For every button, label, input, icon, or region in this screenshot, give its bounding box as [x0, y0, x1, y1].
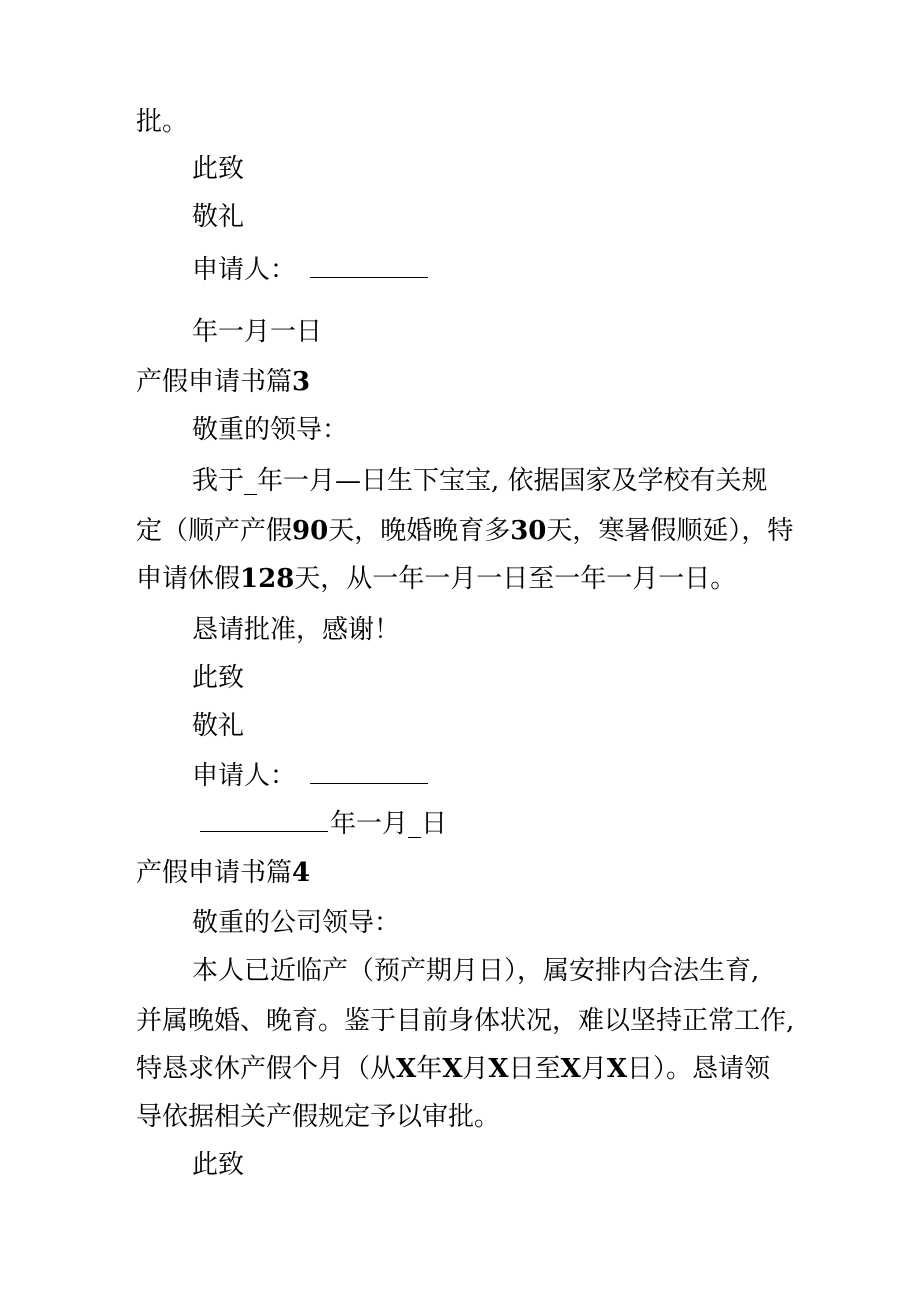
closing-cizhi: 此致: [192, 1150, 245, 1180]
closing-jingli: 敬礼: [192, 202, 245, 232]
salutation: 敬重的领导：: [192, 415, 349, 445]
date-blank: [200, 807, 328, 832]
request-line: 恳请批准，感谢！: [192, 615, 401, 645]
applicant-blank: [310, 759, 428, 784]
body-line: 特恳求休产假个月（从X年X月X日至X月X日）。恳请领: [136, 1054, 771, 1084]
body-line: 申请休假128天，从一年一月一日至一年一月一日。: [136, 564, 737, 594]
section-title: 产假申请书篇4: [136, 858, 311, 888]
applicant-line: [192, 252, 428, 288]
applicant-line: [192, 758, 428, 794]
applicant-blank: [310, 253, 428, 278]
date-line: 年一月_日: [200, 806, 447, 842]
section-title: 产假申请书篇3: [136, 367, 311, 397]
date-line: 年一月一日: [192, 317, 323, 347]
paragraph-line: 批。: [136, 107, 189, 137]
closing-cizhi: 此致: [192, 663, 245, 693]
body-line: 导依据相关产假规定予以审批。: [136, 1102, 501, 1132]
closing-jingli: 敬礼: [192, 711, 245, 741]
salutation: 敬重的公司领导：: [192, 908, 401, 938]
applicant-label: 申请人：: [192, 255, 297, 285]
body-line: 定（顺产产假90天，晚婚晚育多30天，寒暑假顺延），特: [136, 516, 794, 546]
body-line: 并属晚婚、晚育。鉴于目前身体状况，难以坚持正常工作,: [136, 1006, 795, 1036]
body-line: 本人已近临产（预产期月日），属安排内合法生育,: [192, 956, 760, 986]
applicant-label: 申请人：: [192, 761, 297, 791]
closing-cizhi: 此致: [192, 154, 245, 184]
body-line: 我于_年一月—日生下宝宝, 依据国家及学校有关规: [192, 466, 768, 496]
